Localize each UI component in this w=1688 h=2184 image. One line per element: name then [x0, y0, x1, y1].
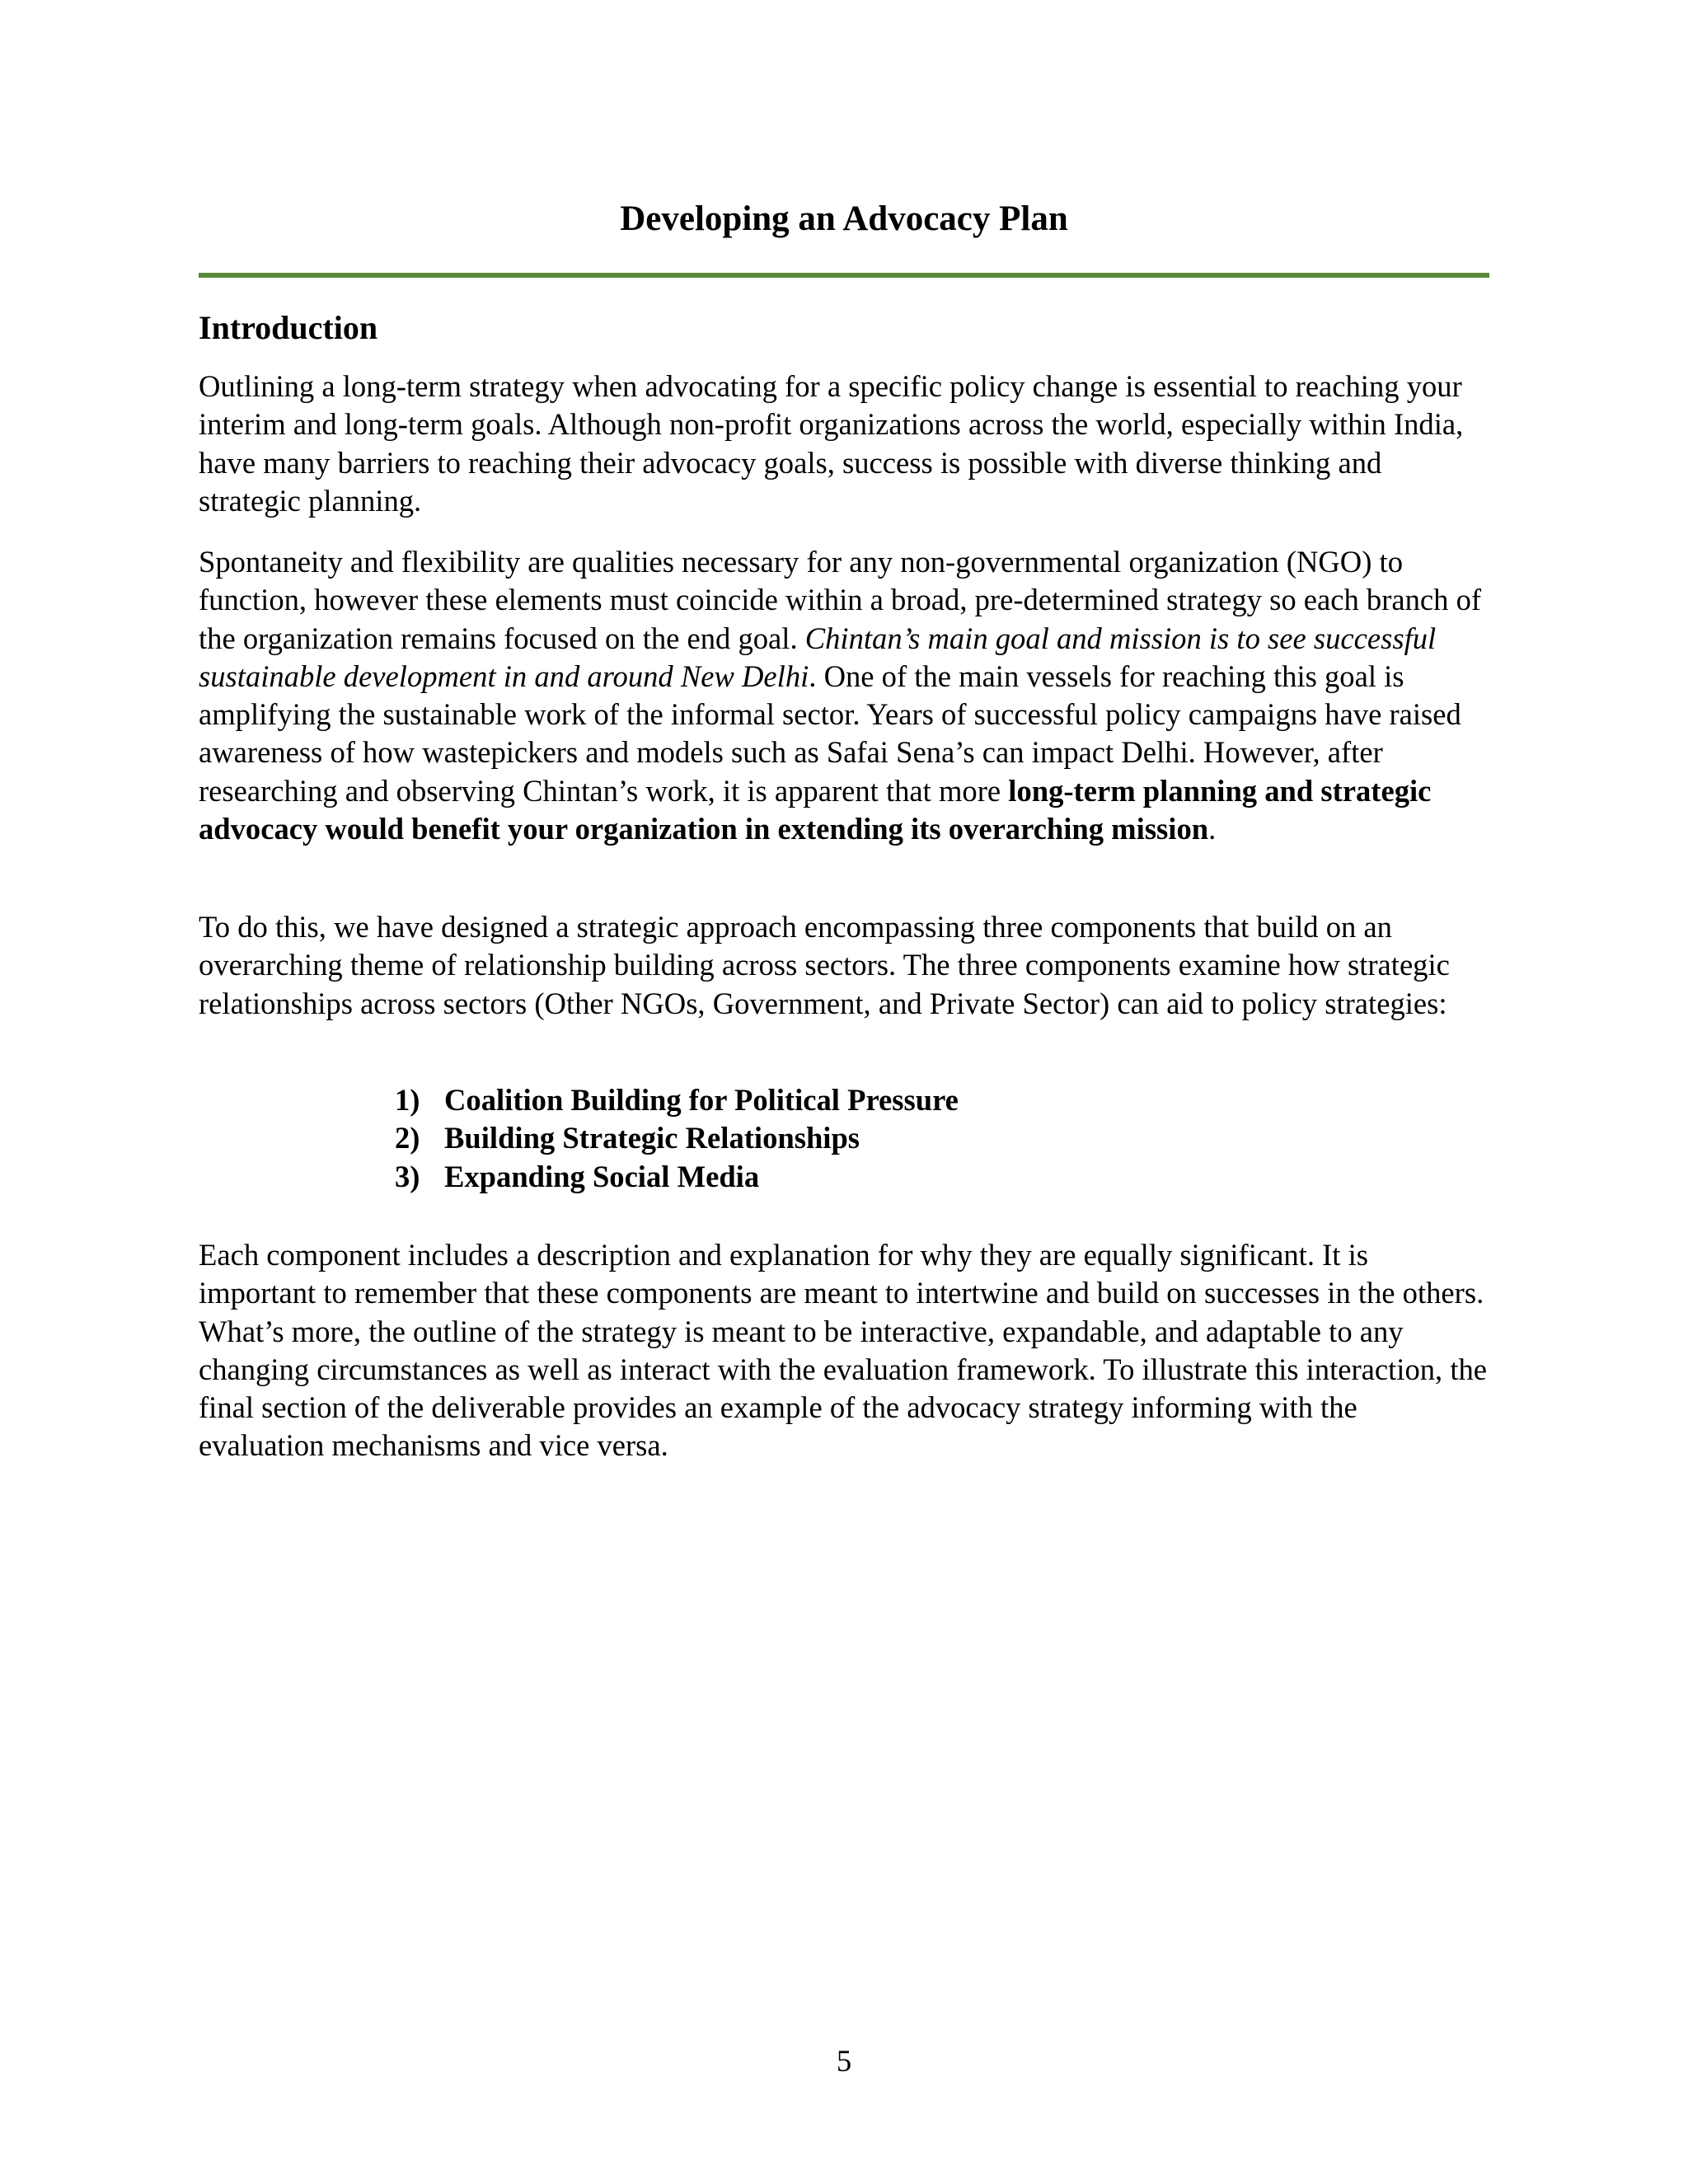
paragraph-strategy-text-3: . — [1208, 812, 1217, 846]
paragraph-strategy-bold: long-term planning and strategic advocacy would benefit your organization in extending its overarching mission — [199, 773, 1432, 846]
paragraph-strategy — [199, 543, 1489, 848]
page-number: 5 — [836, 2044, 852, 2078]
section-heading-introduction: Introduction — [199, 309, 378, 346]
page-title: Developing an Advocacy Plan — [620, 199, 1068, 238]
paragraph-components: Each component includes a description and explanation for why they are equally significant. It is important to remember that these components are meant to intertwine and build on successes in the others. What’s more, the outline of the strategy is meant to be interactive, expandable, and adaptable to any changing circumstances as well as interact with the evaluation framework. To illustrate this interaction, the final section of the deliverable provides an example of the advocacy strategy informing with the evaluation mechanisms and vice versa. — [199, 1238, 1488, 1463]
list-item-label: Expanding Social Media — [444, 1159, 760, 1193]
list-item-number: 2) — [395, 1121, 420, 1155]
paragraph-approach: To do this, we have designed a strategic approach encompassing three components that build on an overarching theme of relationship building across sectors. The three components examine how strategic relationships across sectors (Other NGOs, Government, and Private Sector) can aid to policy strategies: — [199, 910, 1450, 1020]
title-divider — [199, 273, 1489, 278]
paragraph-strategy-text-1: Spontaneity and flexibility are qualities necessary for any non-governmental organization (NGO) to function, however these elements must coincide within a broad, pre-determined strategy so each branch of the organization remains focused on the end goal. — [199, 545, 1482, 655]
list-item-label: Building Strategic Relationships — [444, 1121, 860, 1155]
list-item — [395, 1081, 959, 1119]
list-item-label: Coalition Building for Political Pressure — [444, 1083, 959, 1117]
components-list — [395, 1081, 959, 1196]
list-item — [395, 1119, 959, 1157]
list-item-number: 1) — [395, 1083, 420, 1117]
paragraph-strategy-text-2: . One of the main vessels for reaching this goal is amplifying the sustainable work of the informal sector. Years of successful policy campaigns have raised awareness of how wastepickers and models such as Safai Sena’s can impact Delhi. However, after researching and observing Chintan’s work, it is apparent that more — [199, 658, 1461, 808]
paragraph-intro: Outlining a long-term strategy when advocating for a specific policy change is essential to reaching your interim and long-term goals. Although non-profit organizations across the world, especially within India, have many barriers to reaching their advocacy goals, success is possible with diverse thinking and strategic planning. — [199, 369, 1464, 518]
list-item-number: 3) — [395, 1159, 420, 1193]
list-item — [395, 1158, 959, 1196]
paragraph-strategy-emphasis: Chintan’s main goal and mission is to see successful sustainable development in and around New Delhi — [199, 621, 1437, 693]
